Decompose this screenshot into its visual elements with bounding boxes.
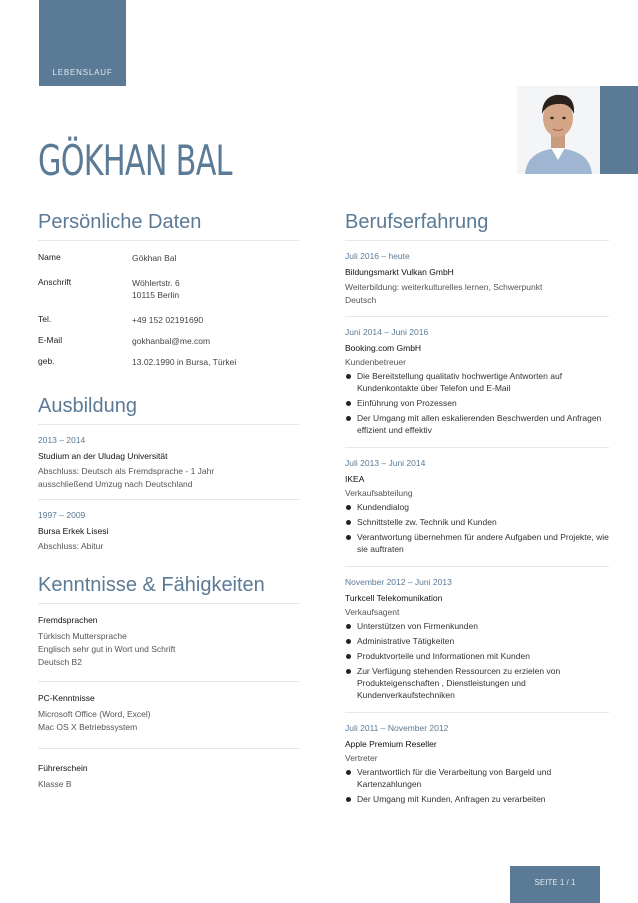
personal-row-birth — [38, 356, 299, 392]
skill-title: Fremdsprachen — [38, 615, 98, 625]
skill-item — [38, 682, 299, 749]
personal-key: Tel. — [38, 314, 52, 324]
personal-key: geb. — [38, 356, 55, 366]
skill-detail: Türkisch Muttersprache — [38, 631, 127, 641]
personal-row-email — [38, 335, 299, 356]
experience-item — [345, 241, 609, 317]
left-column — [38, 208, 299, 799]
experience-item — [345, 317, 609, 448]
personal-value — [132, 277, 180, 314]
section-title-personal: Persönliche Daten — [38, 211, 202, 233]
experience-date: Juli 2013 – Juni 2014 — [345, 458, 426, 468]
bullet-item: Der Umgang mit Kunden, Anfragen zu verarbeiten — [345, 793, 609, 805]
bullet-item: Produktvorteile und Informationen mit Kunden — [345, 650, 609, 662]
experience-item — [345, 713, 609, 816]
experience-role: Vertreter — [345, 753, 378, 763]
bullet-item: Unterstützen von Firmenkunden — [345, 620, 609, 632]
candidate-name: GÖKHAN BAL — [38, 136, 232, 185]
skill-title: Führerschein — [38, 763, 88, 773]
bullet-item: Einführung von Prozessen — [345, 397, 609, 409]
skill-detail: Deutsch B2 — [38, 657, 82, 667]
bullet-item: Administrative Tätigkeiten — [345, 635, 609, 647]
personal-key: Anschrift — [38, 277, 72, 287]
experience-date: November 2012 – Juni 2013 — [345, 577, 452, 587]
experience-date: Juli 2011 – November 2012 — [345, 723, 449, 733]
experience-bullets — [345, 501, 609, 555]
experience-date: Juni 2014 – Juni 2016 — [345, 327, 429, 337]
personal-value: 13.02.1990 in Bursa, Türkei — [132, 357, 237, 367]
bullet-item: Verantwortlich für die Verarbeitung von Bargeld und Kartenzahlungen — [345, 766, 609, 790]
experience-org: Booking.com GmbH — [345, 343, 422, 353]
skill-detail: Microsoft Office (Word, Excel) — [38, 709, 151, 719]
personal-table — [38, 241, 299, 392]
profile-photo-icon — [517, 86, 600, 174]
personal-value[interactable]: gokhanbal@me.com — [132, 336, 211, 346]
personal-row-phone — [38, 314, 299, 335]
personal-row-name — [38, 252, 299, 277]
experience-role: Verkaufsagent — [345, 607, 400, 617]
section-title-education: Ausbildung — [38, 395, 137, 417]
page-number: SEITE 1 / 1 — [534, 878, 576, 887]
education-detail: Abschluss: Abitur — [38, 541, 104, 551]
skill-item — [38, 604, 299, 682]
bullet-item: Der Umgang mit allen eskalierenden Beschwerden und Anfragen effizient und effektiv — [345, 412, 609, 436]
experience-item — [345, 567, 609, 713]
right-column — [345, 208, 609, 816]
personal-key: Name — [38, 252, 61, 262]
experience-bullets — [345, 766, 609, 805]
bullet-item: Die Bereitstellung qualitativ hochwertige Antworten auf Kundenkontakte über Telefon und E-Mail — [345, 370, 609, 394]
skill-detail: Englisch sehr gut in Wort und Schrift — [38, 644, 176, 654]
education-org: Studium an der Uludag Universität — [38, 451, 168, 461]
address-line: Wöhlertstr. 6 — [132, 278, 180, 288]
skill-item — [38, 749, 299, 799]
education-detail: Abschluss: Deutsch als Fremdsprache - 1 Jahr — [38, 466, 215, 476]
skill-title: PC-Kenntnisse — [38, 693, 95, 703]
personal-value: +49 152 02191690 — [132, 315, 204, 325]
experience-item — [345, 448, 609, 567]
experience-detail: Deutsch — [345, 295, 377, 305]
header-tab — [39, 0, 126, 86]
experience-detail: Weiterbildung: weiterkulturelles lernen, Schwerpunkt — [345, 282, 543, 292]
education-item — [38, 425, 299, 500]
skill-detail: Klasse B — [38, 779, 72, 789]
header-tab-label: LEBENSLAUF — [52, 68, 113, 77]
address-line: 10115 Berlin — [132, 290, 180, 300]
education-date: 2013 – 2014 — [38, 435, 86, 445]
experience-bullets — [345, 370, 609, 436]
bullet-item: Kundendialog — [345, 501, 609, 513]
bullet-item: Schnittstelle zw. Technik und Kunden — [345, 516, 609, 528]
education-date: 1997 – 2009 — [38, 510, 86, 520]
experience-org: Turkcell Telekomunikation — [345, 593, 443, 603]
profile-photo — [517, 86, 600, 174]
experience-role: Kundenbetreuer — [345, 357, 406, 367]
personal-value: Gökhan Bal — [132, 253, 177, 263]
experience-org: Bildungsmarkt Vulkan GmbH — [345, 267, 454, 277]
bullet-item: Verantwortung übernehmen für andere Aufgaben und Projekte, wie sie auftraten — [345, 531, 609, 555]
experience-date: Juli 2016 – heute — [345, 251, 410, 261]
personal-key: E-Mail — [38, 335, 63, 345]
experience-org: Apple Premium Reseller — [345, 739, 437, 749]
experience-org: IKEA — [345, 474, 365, 484]
education-org: Bursa Erkek Lisesi — [38, 526, 109, 536]
experience-role: Verkaufsabteilung — [345, 488, 413, 498]
bullet-item: Zur Verfügung stehenden Ressourcen zu erzielen von Produkteigenschaften , Dienstleistungen und Kundenverkaufstechniken — [345, 665, 609, 701]
photo-accent-bar — [600, 86, 638, 174]
education-detail: ausschließend Umzug nach Deutschland — [38, 479, 193, 489]
education-item — [38, 500, 299, 571]
personal-row-address — [38, 277, 299, 314]
section-title-skills: Kenntnisse & Fähigkeiten — [38, 574, 265, 596]
skill-detail: Mac OS X Betriebssystem — [38, 722, 138, 732]
section-title-experience: Berufserfahrung — [345, 211, 489, 233]
page-number-box — [510, 866, 600, 903]
experience-bullets — [345, 620, 609, 701]
